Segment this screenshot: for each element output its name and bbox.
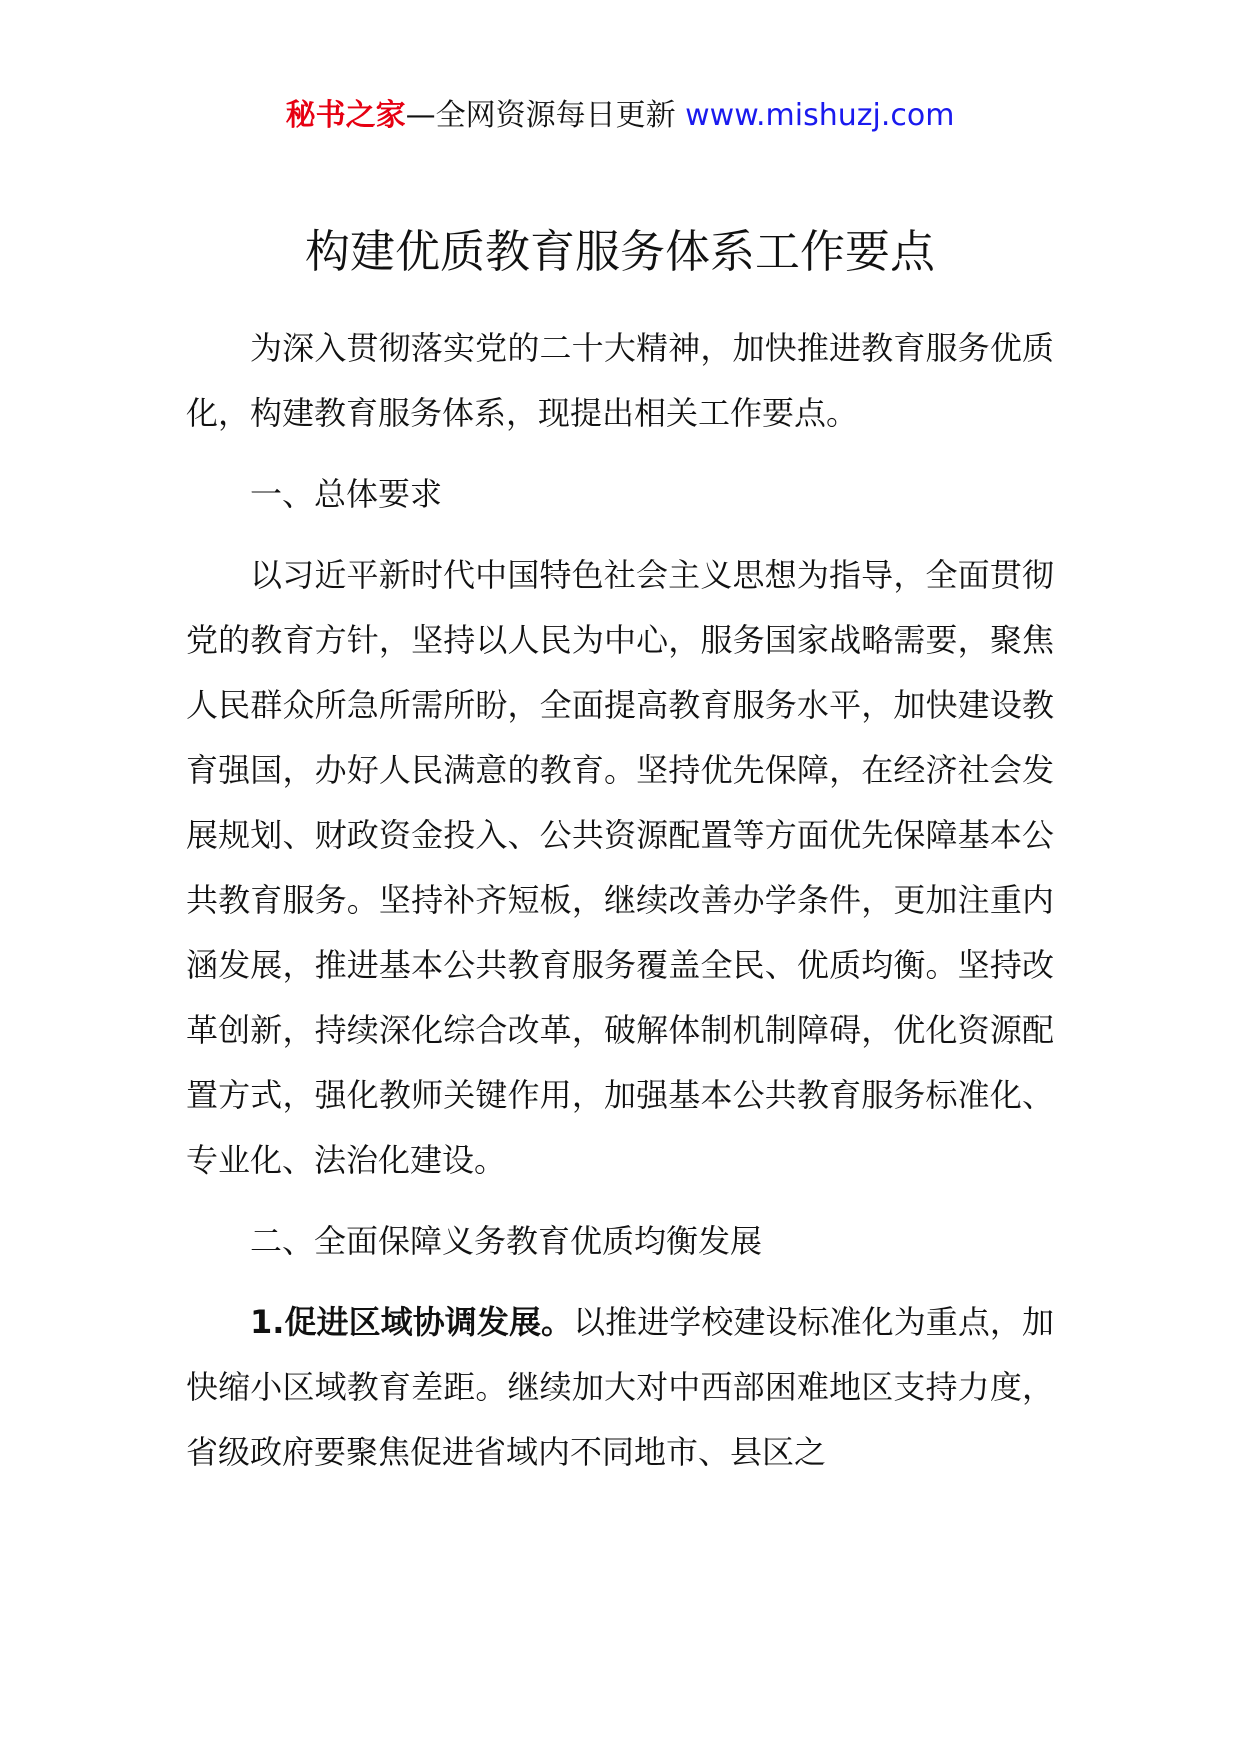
intro-paragraph: 为深入贯彻落实党的二十大精神，加快推进教育服务优质化，构建教育服务体系，现提出相关工作要点。 (186, 329, 1054, 432)
section-1-paragraph: 以习近平新时代中国特色社会主义思想为指导，全面贯彻党的教育方针，坚持以人民为中心，服务国家战略需要，聚焦人民群众所急所需所盼，全面提高教育服务水平，加快建设教育强国，办好人民满意的教育。坚持优先保障，在经济社会发展规划、财政资金投入、公共资源配置等方面优先保障基本公共教育服务。坚持补齐短板，继续改善办学条件，更加注重内涵发展，推进基本公共教育服务覆盖全民、优质均衡。坚持改革创新，持续深化综合改革，破解体制机制障碍，优化资源配置方式，强化教师关键作用，加强基本公共教育服务标准化、专业化、法治化建设。 (186, 556, 1054, 1179)
document-title: 构建优质教育服务体系工作要点 (304, 225, 935, 278)
site-header (0, 96, 1240, 136)
item-1-body: 以推进学校建设标准化为重点，加快缩小区域教育差距。继续加大对中西部困难地区支持力度，省级政府要聚焦促进省域内不同地市、县区之 (186, 1303, 1054, 1471)
document-body (186, 316, 1054, 1501)
site-url-link[interactable]: www.mishuzj.com (685, 98, 955, 133)
header-tagline: —全网资源每日更新 (405, 98, 686, 133)
brand-name: 秘书之家 (285, 98, 406, 133)
item-1-paragraph (186, 1290, 1054, 1485)
section-heading-2: 二、全面保障义务教育优质均衡发展 (250, 1222, 763, 1260)
item-1-lead: 1.促进区域协调发展。 (250, 1303, 574, 1341)
section-heading-1: 一、总体要求 (250, 475, 443, 513)
